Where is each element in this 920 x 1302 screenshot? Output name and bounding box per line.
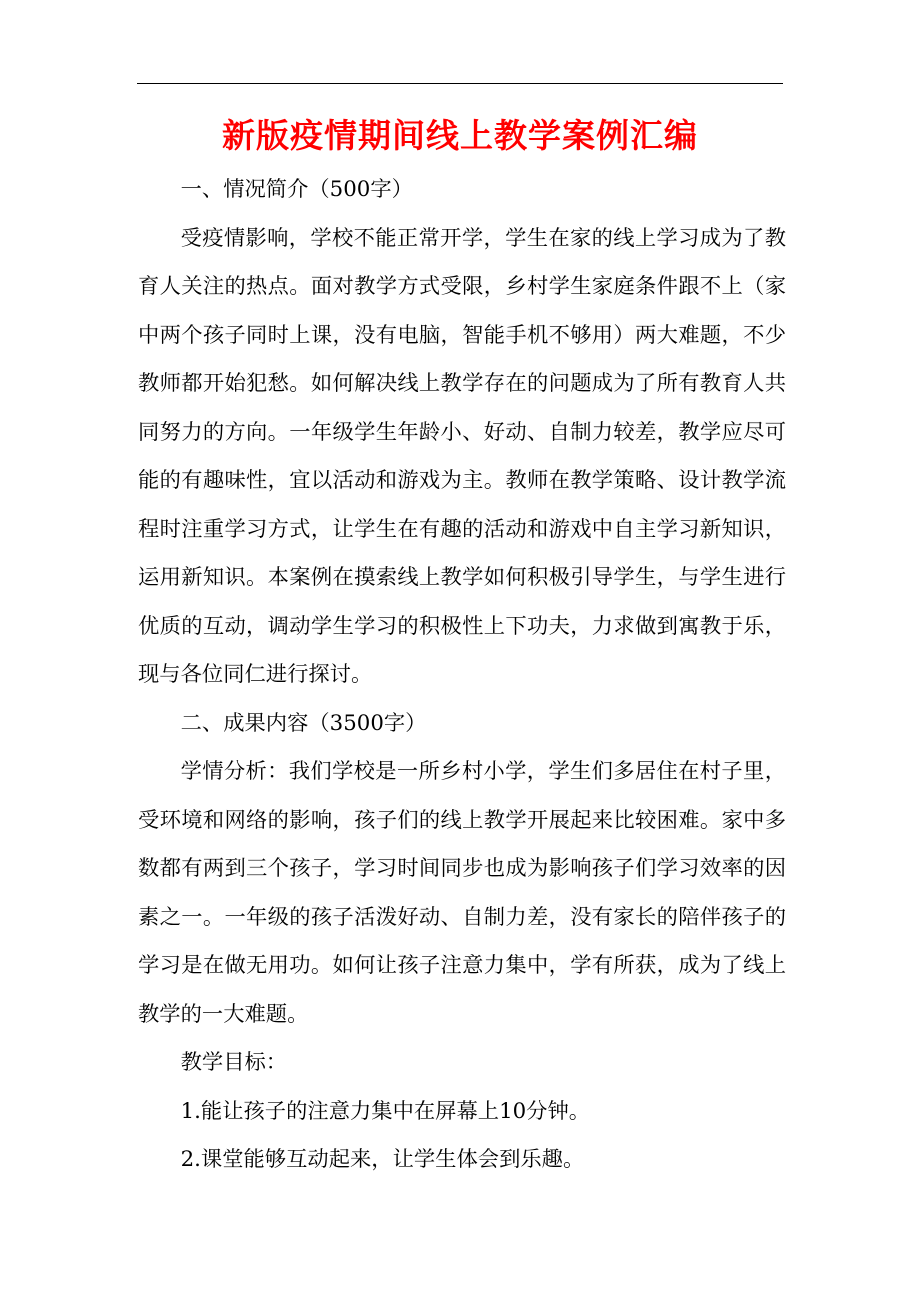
section-1-paragraph: 受疫情影响，学校不能正常开学，学生在家的线上学习成为了教育人关注的热点。面对教学方式受限，乡村学生家庭条件跟不上（家中两个孩子同时上课，没有电脑，智能手机不够用）两大难题，不少教师都开始犯愁。如何解决线上教学存在的问题成为了所有教育人共同努力的方向。一年级学生年龄小、好动、自制力较差，教学应尽可能的有趣味性，宜以活动和游戏为主。教师在教学策略、设计教学流程时注重学习方式，让学生在有趣的活动和游戏中自主学习新知识，运用新知识。本案例在摸索线上教学如何积极引导学生，与学生进行优质的互动，调动学生学习的积极性上下功夫，力求做到寓教于乐，现与各位同仁进行探讨。: [138, 225, 786, 687]
teaching-goal-2: 2.课堂能够互动起来，让学生体会到乐趣。: [180, 1147, 585, 1172]
teaching-goal-1: 1.能让孩子的注意力集中在屏幕上10分钟。: [180, 1098, 591, 1124]
section-2-heading: 二、成果内容（3500字）: [180, 710, 427, 736]
teaching-goals-heading: 教学目标：: [180, 1050, 288, 1075]
document-body: [138, 166, 786, 1185]
section-1-heading: 一、情况简介（500字）: [180, 177, 413, 202]
document-title: 新版疫情期间线上教学案例汇编: [222, 116, 698, 155]
header-rule: [137, 83, 783, 84]
section-2-paragraph: 学情分析：我们学校是一所乡村小学，学生们多居住在村子里，受环境和网络的影响，孩子们的线上教学开展起来比较困难。家中多数都有两到三个孩子，学习时间同步也成为影响孩子们学习效率的因素之一。一年级的孩子活泼好动、自制力差，没有家长的陪伴孩子的学习是在做无用功。如何让孩子注意力集中，学有所获，成为了线上教学的一大难题。: [138, 759, 786, 1027]
